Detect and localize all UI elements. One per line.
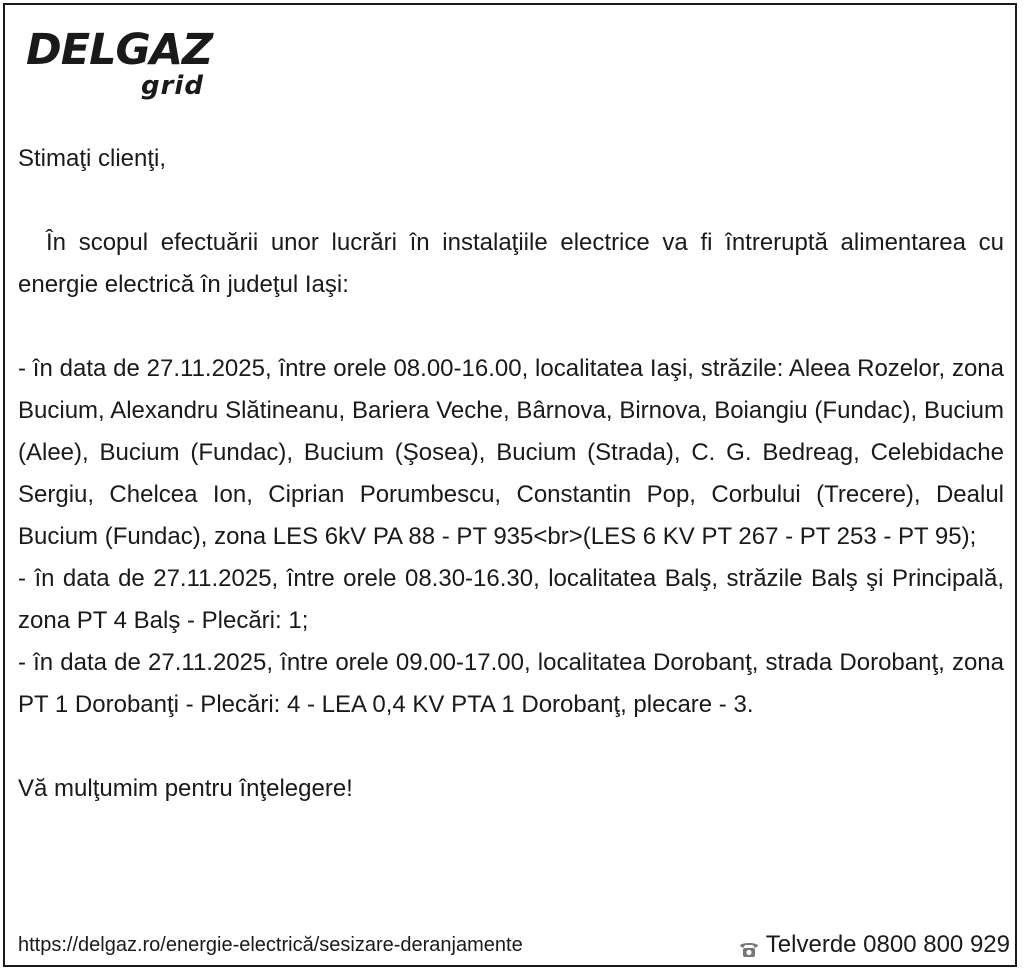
logo-wordmark: DELGAZ [26, 25, 213, 75]
intro-paragraph: În scopul efectuării unor lucrări în instalaţiile electrice va fi întreruptă alimentarea cu energie electrică în judeţul Iaşi: [18, 229, 1004, 298]
footer-phone [738, 930, 1010, 960]
outage-item: - în data de 27.11.2025, între orele 09.00-17.00, localitatea Dorobanţ, strada Dorobanţ, zona PT 1 Dorobanţi - Plecări: 4 - LEA 0,4 KV PTA 1 Dorobanţ, plecare - 3. [18, 649, 1004, 718]
closing-line: Vă mulţumim pentru înţelegere! [18, 775, 353, 802]
telephone-icon [738, 936, 760, 954]
phone-number: Telverde 0800 800 929 [765, 931, 1010, 958]
outage-item: - în data de 27.11.2025, între orele 08.30-16.30, localitatea Balş, străzile Balş şi Principală, zona PT 4 Balş - Plecări: 1; [18, 565, 1004, 634]
greeting: Stimaţi clienţi, [18, 145, 167, 172]
notice-body [18, 138, 1004, 810]
logo-subtitle: grid [141, 71, 204, 101]
footer-url: https://delgaz.ro/energie-electrică/sesizare-deranjamente [18, 934, 523, 956]
delgaz-grid-logo [26, 26, 226, 106]
outage-item: - în data de 27.11.2025, între orele 08.00-16.00, localitatea Iaşi, străzile: Aleea Rozelor, zona Bucium, Alexandru Slătineanu, Bariera Veche, Bârnova, Birnova, Boiangiu (Fundac), Bucium (Alee), Bucium (Fundac), Bucium (Şosea), Bucium (Strada), C. G. Bedreag, Celebidache Sergiu, Chelcea Ion, Ciprian Porumbescu, Constantin Pop, Corbului (Trecere), Dealul Bucium (Fundac), zona LES 6kV PA 88 - PT 935<br>(LES 6 KV PT 267 - PT 253 - PT 95); [18, 355, 1004, 550]
